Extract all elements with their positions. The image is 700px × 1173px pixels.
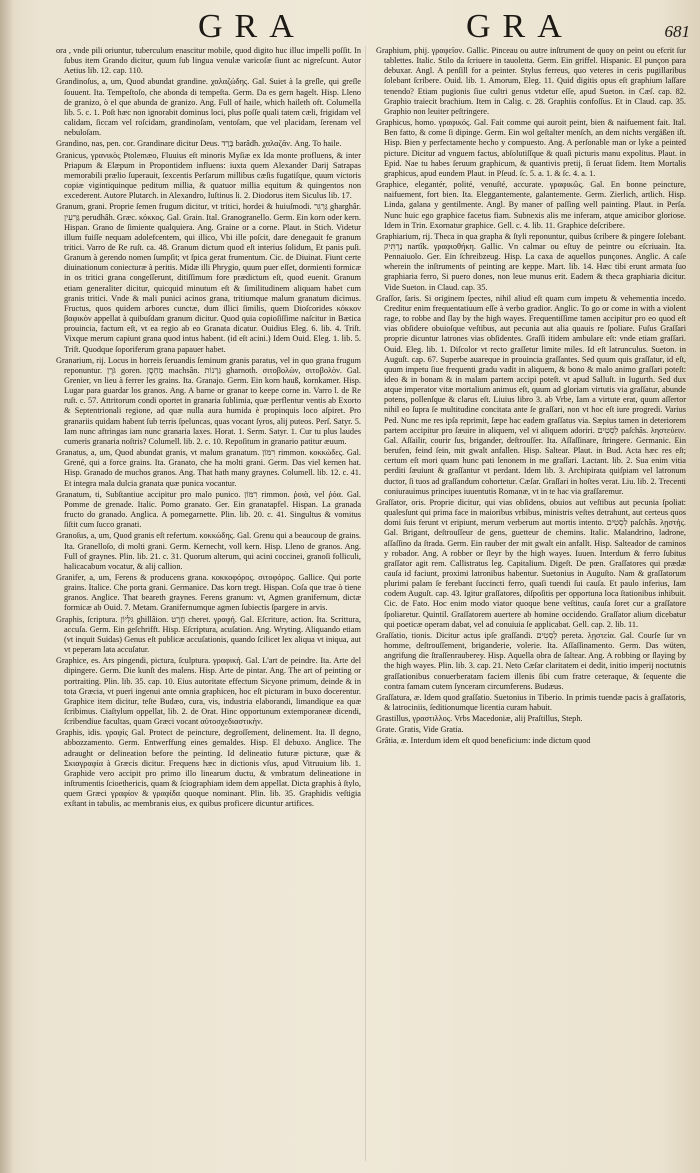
entry-paragraph: Graphis, ſcriptura. גִּלְּיוֹן ghillâion. חֶרֶט cheret. γραφή. Gal. Eſcriture, action. Ita. Scrittura, accuſa. Germ. Ein geſchrifft. Hisp. Eſcriptura, acuſation. Ang. Wryting. Aliquando etiam (vt inquit Suidas) Genus eſt publicæ accuſationis, quando ſcilicet lex aliqua vt iniqua, aut vt peperam lata accuſatur. [56,614,361,655]
entry-paragraph: Granatum, ti, Subſtantiue accipitur pro malo punico. רִמּוֹן rimmon. ῥοιὰ, vel ῥόα. Gal. Pomme de grenade. Italic. Pomo granato. Ger. Ein granatapfel. Hispan. La granada fructo do granado. Anglica. A pomegarnette. Plin. lib. 20. c. 41. Singultus & vomitus ſiſtit cum ſucco granati. [56,489,362,530]
entry-paragraph: Graphiarium, rij. Theca in qua grapha & ſtyli reponuntur, quibus ſcribere & pingere ſolebant. נַרְתִּיק nartîk. γραφιοθήκη. Gallic. Vn calmar ou eſtuy de peintre ou eſcriuain. Ita. Pennaiuolo. Ger. Ein ſchreibzeug. Hisp. La caxa de aquellos punçones. Anglic. A caſe wherein the inſtruments of peinting are keppe. Mart. lib. 14. Hæc tibi erunt armata ſuo graphiaria ferro, Si puero dones, non leue munus erit. Eadem & theca graphiaria dicitur. Vide Sueton. in Claud. cap. 35. [376,231,686,292]
entry-paragraph: Grandino, nas, pen. cor. Grandinare dicitur Deus. בָּרַד barâdh. χαλαζᾶν. Ang. To haile. [56,139,342,149]
entry-paragraph: Granoſus, a, um, Quod granis eſt refertum. κοκκώδης. Gal. Grenu qui a beaucoup de grains. Ita. Granelloſo, di molti grani. Germ. Kernecht, voll kern. Hisp. Lleno de granos. Ang. Full of graynes. Plin. lib. 21. c. 31. Quorum alterum, qui acini coccinei, granoſi folliculi, halicacabum vocatur, & alij callion. [56,531,361,571]
right-column [376,46,686,1161]
entry-paragraph: Graphicus, homo. γραφικός. Gal. Fait comme qui auroit peint, bien & naifuement fait. Ital. Ben fatto, & come ſi dipinge. Germ. Ein wol geſtalter menſch, an dem nichts vergäßen iſt. Hisp. Bien y perfectamente hecho y compuesto. Ang. A perſonable man or lyke a peinted picture. Dicitur ad vnguem factus, abſolutiſſque & quaſi picturis manu expolitus. Plaut. in Epid. Nae tu habes ſeruum graphicum, & quantivis pretij, ſi ſeruat ſidem. Item Mortalis graphicus, apud eundem Plaut. in Pſeud. ſc. 5. a. 1. & ſc. 4. a. 1. [376,118,686,178]
text-columns [56,46,686,1161]
entry-paragraph: Granatus, a, um, Quod abundat granis, vt malum granatum. רִמּוֹן rimmon. κοκκώδες. Gal. Grené, qui a force grains. Ita. Granato, che ha molti grani. Germ. Das viel kernen hat. Hisp. Granado de muchos granos. Ang. That hath many graynes. Columell. lib. 12. c. 41. Et integra mala dulcia granata quæ punica vocantur. [56,448,361,488]
entry-paragraph: Granicus, γρανικὸς Ptolemæo, Fluuius eſt minoris Myſiæ ex Ida monte profluens, & inter Priapum & Elæpum in Propontidem influens: iuxta quem Alexander Darij Satrapas memorabili prælio ſuperauit, ſexcentis Perſarum millibus cæſis fugatiſque, quum victoris copiæ vigintiquinque peditum millia, & quatuor millia equitum & quingentos non excederent. Autore Plutarch. in Alexandro, Iuſtinus li. 2. Diodorus item Siculus lib. 17. [56,150,361,201]
binding-shadow [0,0,14,1173]
entry-paragraph: Graſſor, ſaris. Si originem ſpectes, nihil aliud eſt quam cum impetu & vehementia incedo. Creditur enim frequentatiuum eſſe à verbo gradior. Anglic. To go or come in with a violent rage, to robbe and ſlay by the high wayes. Frequentiſſime tamen accipitur pro eo quod eſt vias obſidere obuioſque veſtibus, aut pecunia aut alia quauis re ſpoliare. Fuſus Graſſari proprie dicuntur latrones vias obſidentes. Graſſi itidem ambulare eſt: vnde etiam graſſari. Ouid. Eleg. lib. 1. Diſcolor vt recto graſſetur limite miles. Id eſt latrunculus. Sueton. in Auguſt. cap. 67. Superbe auareque in prouincia graſſantes. Sed quum quis graſſatur, id eſt, quum impetu ſiue frequenti gradu vadit in aliquem, & bono & malo animo graſſari poteſt: ideo & in bonam & in malam partem accipi poteſt. vt apud Salluſt. in Iugurth. Sed dux atque imperator vitæ mortalium animus eſt, quum ad gloriam virtutis via graſſatur, abunde potens, pollenſque & clarus eſt. Liuius libro 3. ab Vrbe, Iam a virtute erat, quum aſſertor nihil eo ſupra ſe multitudine concitata ante ſe graſſari, non vt hoc eſt iure progredi. Varius Ped. Nunc me res ipſa reprimit, ſæpe hac eadem graſſatus via. Sæpius tamen in deteriorem partem accipitur pro ſæuire in aliquem, vel vi aliquem adoriri. לְסְטִים paſchâs. ληστεύειν. Gal. Aſſailir, courir ſus, brigander, deſtrouſſer. Ita. Aſſaſſinare, ſtringere. Germanic. Ein berufen, feind ſein, mit gwalt anfallen. Hisp. Saltear. Plaut. in Bud. Acta hæc res eſt; certum eſt mori quam hunc pati lenonem in me graſſari. Lactant. lib. 2. Sua enim vitia perditi ſæuiunt & graſſantur vt perdant. Idem lib. 3. Archipirata quiſpiam vel latronum ductor, ſi tuos ad graſſandum cohortetur. Cæſar. Graſſari in hoſtes verat. Liu. lib. 2. Trecenti coniurauimus principes iuuentutis Romanæ, vt in te hac via graſſaremur. [376,293,686,496]
entry-paragraph: Granifer, a, um, Ferens & producens grana. κοκκοφόρος. σιτοφόρος. Gallice. Qui porte grains. Italice. Che porta grani. Germanice. Das korn tregt. Hispan. Coſa que trae ò tiene granos. Anglice. That beareth graynes. Ferens granum: vt, Agmen granifernum, dictæ formicæ ab Ouid. 7. Metam. Granifernumque agmen ſubiectis ſpargere in arvis. [56,572,361,613]
entry-paragraph: Graſſatura, æ. Idem quod graſſatio. Suetonius in Tiberio. In primis tuendæ pacis à graſſatoris, & latrociniis, ſeditionumque licentia curam habuit. [376,692,686,712]
entry-paragraph: Graphice, es. Ars pingendi, pictura, ſculptura. γραφικὴ. Gal. L'art de peindre. Ita. Arte del dipingere. Germ. Die kunſt des malens. Hisp. Arte de pintar. Ang. The art of peinting or portraiting. Plin. lib. 35. cap. 10. Eius autoritate effectum Sicyone primum, deinde & in tota Græcia, vt pueri ingenui ante omnia graphicen, hoc eſt picturam in buxo docerentur. Graphice item dicitur, teſte Budæo, cura, vis, industria elaborandi, limandique ea quæ ſcribimus. Ciaſtylum oppellat, lib. 2. de Orat. Hinc opportunum extemporaneæ dicendi, ſcribendiue facultas, quam Græci vocant αὐτοσχεδιαστικὴν. [56,656,361,727]
entry-paragraph: Graſſatio, tionis. Dicitur actus ipſe graſſandi. לְסְטִים pereta. λῃστεία. Gal. Courſe ſur vn homme, deſtrouſſement, briganderie, volerie. Ita. Aſſaſſinamento. Germ. Das wüten, angrifung die ſtraſſenrauberey. Hisp. Aquella obra de ſaltear. Ang. A robbing or ſlaying by the high wayes. Plin. lib. 3. cap. 21. Neto Cæſar claritatem ei dedit, initio imperij noctutnis graſſationibus conuerberatam faciem illenis ſibi cum fratre ceteraque, & ſequente die contra famam cutem ſynceram circumferens. Budæus. [376,630,686,691]
running-head-right: GRA [466,8,574,45]
entry-paragraph: Graphis, idis. γραφὶς Gal. Protect de peincture, degroſſement, delinement. Ita. Il degno, abbozzamento. Germ. Entwerffung eines gemaldes. Hisp. El debuxo. Anglice. The adraught or delineation before the peinting. Id delineatio futuræ picturæ, quæ & Σκιαγραφία à Græcis dicitur. Frequens hæc in dictionis vſus, apud Vitruuium lib. 1. Graphide vero accipit pro primo illo linearum ductu, & vmbratum delineatione in inſtrumentis ſcioethericis, quam & ſciographiam idem dem appellat. Dicta graphis à ſtylo, quem Græci γραφίον & γραφίδα quoque nominant. Plin. lib. 35. Graphidis veſtigia exſtant in tabulis, ac membranis eius, ex quibus proficere dicuntur artifices. [56,728,361,809]
entry-paragraph: Grandinoſus, a, um, Quod abundat grandine. χαλαζώδης. Gal. Suiet à la greſle, qui greſle ſouuent. Ita. Tempeſtoſo, che abonda di tempeſta. Germ. Da es gern hagelt. Hisp. Lleno de granizo, ò el que abunda de granizo. Ang. Full of haile, which haileth oft. Columella lib. 5. c. 1. Poſt hæc non ignorabit dominus loci, plus poſſe quali tatem cæli, frigidam vel calidam, ſiccam vel roſcidam, grandinoſam, ventoſam, que vel placidam, ſerenam vel nebuloſam. [56,77,361,138]
entry-paragraph: Graſſator, oris. Proprie dicitur, qui vias obſidens, obuios aut veſtibus aut pecunia ſpoliat: qualesſunt qui prima face in maioribus vrbibus, ministris veſtes detrahunt, aut certeus quos domi ſuis ferunt vt eripiunt, merum verberum aut mortis intento. לְסְטִים paſchâs. λῃστής. Gal. Brigant, deſtrouſſeur de gens, guetteur de chemins. Italic. Malandrino, ladrone, aſſaſſino da ſtrada. Germ. Ein rauber der mit gwalt ein anfallt. Hisp. Salteador de caminos y robador. Ang. A robber or ſleyr by the high wayes. Iuuen. Interdum & ferro ſubitus graſſator agit rem. Callistratus leg. Capitalium. Digeſt. De pœn. Graſſatores qui prædæ cauſa id faciunt, proximi latronibus habentur. Suetonius in Auguſto. Nam & graſſatorum plurimi palam ſe ferebant ſuccincti ferro, quaſi tuendi ſui cauſa. Et paulo inferius, Iam codem Auguſt. cap. 43. Igitur graſſatores, diſpoſitis per opportuna loca ſtationibus inhibuit. Cic. de Fato. Hoc enim modo viator quoque bene veſtitus, cauſa ſoret cur a graſſatore ſpoliaretur. Quintil. Graſſatorem auertere ab homine occidendo. Graſſator alium dicebatur qui poeticæ operam dabat, vel ad conuiuia ſe applicabat. Gell. cap. 2. lib. 11. [376,497,686,629]
entry-paragraph: Grâtia, æ. Interdum idem eſt quod beneficium: inde dictum quod [376,736,591,746]
entry-paragraph: Granum, grani. Proprie ſemen frugum dicitur, vt tritici, hordei & huiuſmodi. גַּרְגִּר gharghâr. גַּרְעִין perudhâh. Græc. κόκκος. Gal. Grain. Ital. Granogranello. Germ. Ein korn oder kern. Hispan. Grano de ſimiente qualquiera. Ang. Graine or a corne. Plaut. in Stich. Videtur illum fuiſſe nequam adolefcentem, qui illico, Vbi ille poſcit, dare denegauit fe granum tritici. Varro de Re ruſt. ca. 48. Granum dictum quod eſt interius ſolidum, Et panis puſi. Granum à gerendo nomen ſumpſit; vt ſpica gerat frumentum. Cic. de Diuinat. Fiunt certe diuinationum coniecturæ à peritis. Midæ illi Phrygio, quum puer eſſet, dormienti formicæ in os tritici grana congeſſerunt, ditiſſimum fore prædictum eſt, quod euenit. Granum etiam generaliter dicitur, quicquid minutum eſt & ſimilitudinem aliquam habet cum granis tritici. Vnde & mali punici acinos grana, tritiumque malum granatum dicimus. Fructus, quos quidem arbores cunctæ, dum illici ſimilis, quem Dioſcorides κόκκον βαφικὸν appellat à quibuſdam granum dicitur. Quod quia copioſiſſime naſcitur in Bætica prouincia, factum eſt, vt ea regio ab eo Granata dicatur. Ouidius Eleg. 6. lib. 4. Triſt. Vixque merum capiunt grana quod intus habent. (id eſt acini.) Idem Ouid. Eleg. 1. lib. 5. Triſt. Quodque ſoporiferum grana papauer habet. [56,202,361,354]
entry-paragraph: Graphium, phij. γραφεῖον. Gallic. Pinceau ou autre inſtrument de quoy on peint ou efcrit ſur tablettes. Italic. Stilo da ſcriuere in tauoletta. Germ. Ein griffel. Hispanic. El punçon para debuxar. Angl. A penſill for a peinter. Stylus ferreus, quo veteres in ceris pugillaribus ſolebant ſcribere. Ouid. lib. 1. Amorum, Eleg. 11. Quid digitis opus eſt graphium laſſare tenendo? Etiam pugionis ſiue cultri genus vtdetur eſſe, apud Sueton. in Cæſ. cap. 82. Graphio traiecit brachium. Item in Calig. c. 28. Graphiis confoſſus. Et in Claud. cap. 35. Graphio non leuiter peſtringere. [376,46,686,116]
entry-paragraph: Granarium, rij. Locus in horreis ſeruandis ſeminum granis paratus, vel in quo grana frugum reponuntur. גֹּרֶן goren. מַחְסָן machsân. גַּרְנוֹת gharnoth. σιτοβολὼν, σιτοβολὸν. Gal. Grenier, vn lieu à ferrer les grains. Ita. Granajo. Germ. Ein korn hauß, kornkamer. Hisp. Lugar para guardar los granos. Ang. A barne or granar to keepe corne in. Varro l. de Re ruſt. c. 57. Attritorum condi oportet in granaria ſublimia, quæ perflentur ventis ab Exorto & Septentrionali regione, ad quæ nulla aura humida è propinquis loco aſpiret. Pro granariis quidam habent ſub terris ſpeluncas, quas vocant ſyros, alij puteos. Perſ. Satyr. 5. Iam nunc aftringas iam nunc granaria laxes. Horat. 1. Serm. Satyr. 1. Cur tu plus laudes cumeris granaria noſtris? Columell. lib. 2. c. 10. Repoſitum in granario patitur æuum. [56,355,361,446]
entry-paragraph: Graphice, elegantér, polité, venuſté, accurate. γραφικῶς. Gal. En bonne peincture, naifuement, fort bien. Ita. Eleggantemente, galantemente. Germ. Zierlich, artlich. Hisp. Linda, galana y gentilmente. Angl. By maner of paſſing well painting. Plaut. in Perſa. Nunc huic ego graphice facetus fiam. Subnexis alis me inferam, atque amicibor gloriose. Idem in Trin. Exornatur graphice. Gell. c. 4. lib. 11. Graphice deſcribere. [376,180,686,230]
page-number: 681 [664,22,690,41]
entry-paragraph: Grastillus, γραστιλλος. Vrbs Macedoniæ, alij Praſtillus, Steph. [376,714,583,724]
left-column [56,46,366,1161]
entry-paragraph: Grate. Gratis, Vide Gratia. [376,725,464,735]
entry-paragraph: ora , vnde pili oriuntur, tuberculum enascitur mobile, quod digito huc illuc impelli poſſit. In ſubus item Grando dicitur, quum ſub lingua venulæ varicoſæ ſiunt ac nigreſcunt. Autor Aetius lib. 12. cap. 110. [56,46,361,76]
running-head [0,8,700,48]
running-head-left: GRA [198,8,306,45]
